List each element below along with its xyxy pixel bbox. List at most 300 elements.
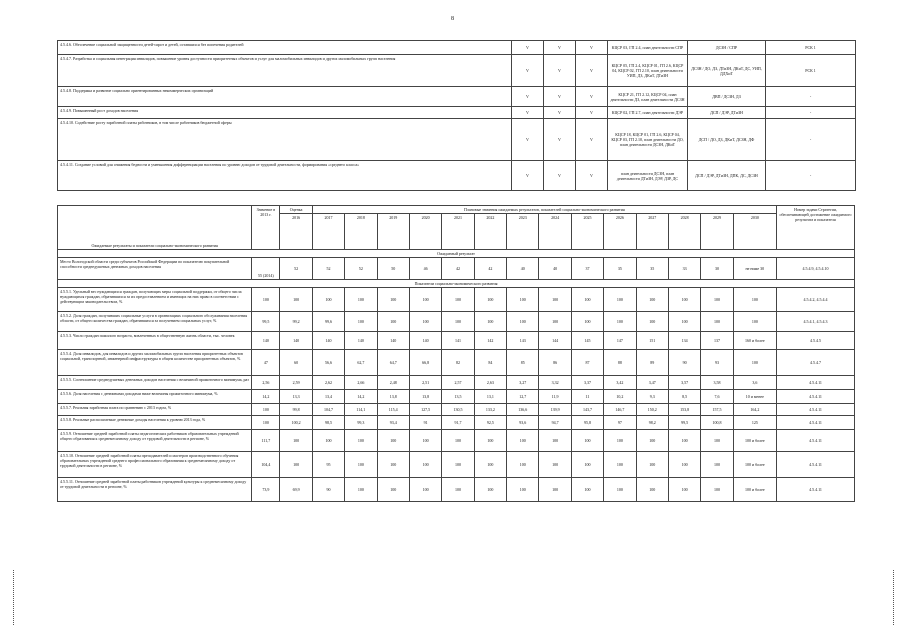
indicator-label: 4.5.5.4. Доля инвалидов, для инвалидов и других маломобильных групп населения приоритетных объектов социальной, транспортной, инженерной инфраструктуры в общем количестве приоритетных объектов, % <box>58 350 252 376</box>
base-value: 55 (2014) <box>252 258 280 280</box>
task-number: 4.5.4.11 <box>777 376 855 390</box>
year-value: 52 <box>345 258 377 280</box>
measure-text: 4.5.4.7. Разработка и социальная интеграция инвалидов, повышение уровня доступности приоритетных объектов и услуг для маломобильных инвалидов и других маломобильных групп населения <box>58 55 512 87</box>
task-number: 4.5.4.11 <box>777 416 855 430</box>
year-value: 100 <box>280 430 312 452</box>
year-value: 56,6 <box>312 350 344 376</box>
period-mark: V <box>544 119 576 161</box>
base-value: 47 <box>252 350 280 376</box>
base-value: 14,2 <box>252 390 280 404</box>
responsible: ДСП / ДО, ДЗ, ДКиТ, ДСЗН, ДФ <box>688 119 766 161</box>
year-value: 3,58 <box>701 376 733 390</box>
year-value: 13,4 <box>312 390 344 404</box>
indicator-label: Место Вологодской области среди субъектов Российской Федерации по показателю покупательной способности среднедушевых денежных доходов населения <box>58 258 252 280</box>
year-value: 100 <box>701 430 733 452</box>
year-value: 10 и менее <box>733 390 776 404</box>
year-value: 93 <box>701 350 733 376</box>
year-header: 2018 <box>345 214 377 250</box>
measure-row <box>58 107 856 119</box>
indicator-row <box>58 332 855 350</box>
year-value: 2,66 <box>345 376 377 390</box>
year-value: 89 <box>636 350 668 376</box>
measure-text: 4.5.4.8. Поддержка и развитие социально ориентированных некоммерческих организаций <box>58 87 512 107</box>
year-value: 2,59 <box>280 376 312 390</box>
funding-source: КЦСР 05, ГП 2.4, КЦСР 01, ГП 2.6, КЦСР 04, КЦСР 02, ГП 2.10, план деятельности УИП, ДЗ, ДКиТ, ДТиЗН <box>608 55 688 87</box>
year-value: 66,8 <box>409 350 441 376</box>
year-value: 133,2 <box>474 404 506 416</box>
year-value: 91,7 <box>442 416 474 430</box>
year-value: 141 <box>442 332 474 350</box>
year-value: 13,1 <box>474 390 506 404</box>
year-value: 100 <box>539 452 571 478</box>
year-value: 99,8 <box>280 404 312 416</box>
year-value: 94,7 <box>539 416 571 430</box>
year-value: 3,32 <box>539 376 571 390</box>
year-value: 145 <box>571 332 603 350</box>
period-mark: V <box>512 55 544 87</box>
year-value: 100 <box>733 350 776 376</box>
measure-text: 4.5.4.11. Создание условий для снижения бедности и уменьшения дифференциации населения по уровню доходов от трудовой деятельности, формирования «среднего класса» <box>58 161 512 191</box>
measure-row <box>58 119 856 161</box>
year-value: 100 и более <box>733 430 776 452</box>
year-value: не ниже 30 <box>733 258 776 280</box>
year-value: 100 <box>345 430 377 452</box>
indicator-label: 4.5.5.9. Отношение средней заработной платы педагогических работников образовательных учреждений общего образования к среднемесячному доходу от трудовой деятельности в регионе, % <box>58 430 252 452</box>
year-value: 100 <box>409 478 441 502</box>
year-value: 100 <box>668 288 700 312</box>
period-mark: V <box>576 119 608 161</box>
indicator-row <box>58 312 855 332</box>
year-value: 69,9 <box>280 478 312 502</box>
indicator-row <box>58 430 855 452</box>
year-value: 2,48 <box>377 376 409 390</box>
base-value: 104,4 <box>252 452 280 478</box>
year-value: 100 <box>345 452 377 478</box>
indicator-header: Ожидаемые результаты и показатели социально-экономического развития <box>58 206 252 250</box>
year-value: 100 <box>377 452 409 478</box>
year-value: 100 <box>571 452 603 478</box>
base-value: 100 <box>252 288 280 312</box>
year-value: 100 <box>474 312 506 332</box>
year-value: 3,37 <box>571 376 603 390</box>
year-value: 100 <box>474 478 506 502</box>
estimate-header: Оценка <box>280 206 312 214</box>
year-value: 114,1 <box>345 404 377 416</box>
year-header: 2016 <box>280 214 312 250</box>
year-value: 40 <box>507 258 539 280</box>
measure-row <box>58 87 856 107</box>
year-value: 136,6 <box>507 404 539 416</box>
measure-row <box>58 161 856 191</box>
year-value: 2,51 <box>409 376 441 390</box>
header-row-1 <box>58 206 855 214</box>
risk-code: - <box>766 87 856 107</box>
year-value: 157,5 <box>701 404 733 416</box>
base-value: 111,7 <box>252 430 280 452</box>
year-value: 2,63 <box>474 376 506 390</box>
year-value: 100 <box>442 430 474 452</box>
year-value: 140 <box>345 332 377 350</box>
year-value: 100 <box>474 452 506 478</box>
indicator-label: 4.5.5.1. Удельный вес нуждающихся граждан, получающих меры социальной поддержки, от общего числа нуждающихся граждан, обратившихся за их предоставлением и имеющих на них право в соответствии с действующим законодательством, % <box>58 288 252 312</box>
indicator-label: 4.5.5.2. Доля граждан, получивших социальные услуги в организациях социального обслуживания населения области, от общего количества граждан, обратившихся за получением социальных услуг, % <box>58 312 252 332</box>
year-value: 3,47 <box>636 376 668 390</box>
indicator-row <box>58 416 855 430</box>
year-value: 100,2 <box>280 416 312 430</box>
year-value: 100 <box>668 452 700 478</box>
year-value: 99,2 <box>280 312 312 332</box>
year-header: 2030 <box>733 214 776 250</box>
year-value: 100 <box>668 478 700 502</box>
year-value: 99,3 <box>345 416 377 430</box>
responsible: ДСП / ДЭР, ДТиЗН <box>688 107 766 119</box>
indicator-row <box>58 350 855 376</box>
year-value: 87 <box>571 350 603 376</box>
year-value: 13,8 <box>377 390 409 404</box>
year-value: 90 <box>312 478 344 502</box>
year-value: 150,2 <box>636 404 668 416</box>
period-mark: V <box>512 119 544 161</box>
year-value: 151 <box>636 332 668 350</box>
year-value: 100 <box>668 312 700 332</box>
year-value: 100 <box>474 288 506 312</box>
period-mark: V <box>576 87 608 107</box>
year-value: 130,5 <box>442 404 474 416</box>
year-value: 91 <box>409 416 441 430</box>
year-value: 127,5 <box>409 404 441 416</box>
year-value: 137 <box>701 332 733 350</box>
base-value: 99,5 <box>252 312 280 332</box>
period-mark: V <box>512 107 544 119</box>
year-value: 100 <box>442 452 474 478</box>
base-value: 100 <box>252 404 280 416</box>
year-value: 100 и более <box>733 452 776 478</box>
year-value: 100 <box>701 478 733 502</box>
year-value: 100 <box>507 288 539 312</box>
year-header: 2026 <box>604 214 636 250</box>
section-expected-row <box>58 250 855 258</box>
year-value: 95 <box>312 452 344 478</box>
indicator-row <box>58 404 855 416</box>
year-value: 100 <box>733 312 776 332</box>
year-header: 2017 <box>312 214 344 250</box>
year-value: 2,62 <box>312 376 344 390</box>
year-value: 100 <box>571 288 603 312</box>
year-value: 86 <box>539 350 571 376</box>
funding-source: план деятельности ДСЗН, план деятельности ДТиЗН, ДЭР, ДЗР, ДС <box>608 161 688 191</box>
year-value: 13,8 <box>409 390 441 404</box>
funding-source: КЦСР 02, ГП 2.7, план деятельности ДЭР <box>608 107 688 119</box>
year-header: 2028 <box>668 214 700 250</box>
indicator-label: 4.5.5.5. Соотношение среднедушевых денежных доходов населения с величиной прожиточного минимума, раз <box>58 376 252 390</box>
year-value: 100 <box>636 312 668 332</box>
right-margin-dots <box>893 570 896 625</box>
year-value: 3,27 <box>507 376 539 390</box>
year-value: 100 <box>636 288 668 312</box>
indicator-label: 4.5.5.3. Число граждан пожилого возраста, вовлеченных в общественную жизнь области, тыс. человек <box>58 332 252 350</box>
year-value: 42 <box>474 258 506 280</box>
year-value: 13,5 <box>442 390 474 404</box>
year-value: 100 <box>571 430 603 452</box>
task-number-header: Номер задачи Стратегии, обеспечивающей достижение ожидаемого результата и показателя <box>777 206 855 250</box>
indicator-row <box>58 452 855 478</box>
year-value: 100 <box>636 478 668 502</box>
year-value: 35 <box>604 258 636 280</box>
year-value: 100 <box>377 478 409 502</box>
year-value: 35 <box>636 258 668 280</box>
base-value-header: Значение в 2013 г. <box>252 206 280 250</box>
year-value: 9,3 <box>636 390 668 404</box>
year-value: 14,2 <box>345 390 377 404</box>
year-value: 100 <box>442 288 474 312</box>
year-header: 2024 <box>539 214 571 250</box>
measure-text: 4.5.4.9. Повышенный рост доходов населения <box>58 107 512 119</box>
funding-source: КЦСР 21, ГП 2.12, КЦСР 04, план деятельности ДЗ, план деятельности ДСЗН <box>608 87 688 107</box>
year-value: 139,9 <box>539 404 571 416</box>
year-value: 100 <box>604 452 636 478</box>
year-value: 88 <box>604 350 636 376</box>
year-value: 140 <box>312 332 344 350</box>
planned-header: Плановые значения ожидаемых результатов, показателей социально-экономического развития <box>312 206 776 214</box>
year-value: 99,6 <box>312 312 344 332</box>
period-mark: V <box>512 161 544 191</box>
year-value: 82 <box>442 350 474 376</box>
period-mark: V <box>512 41 544 55</box>
period-mark: V <box>576 107 608 119</box>
funding-source: КЦСР 18, КЦСР 01, ГП 2.6, КЦСР 04, КЦСР 03, ГП 2.10, план деятельности ДО, план деятельности ДСЗН, ДКиТ <box>608 119 688 161</box>
risk-code: - <box>766 119 856 161</box>
year-header: 2019 <box>377 214 409 250</box>
year-value: 85 <box>507 350 539 376</box>
year-value: 146,7 <box>604 404 636 416</box>
year-value: 100 <box>539 288 571 312</box>
year-value: 100 <box>409 452 441 478</box>
year-value: 140 <box>409 332 441 350</box>
indicator-row <box>58 258 855 280</box>
period-mark: V <box>576 161 608 191</box>
year-value: 160 и более <box>733 332 776 350</box>
year-value: 100 <box>701 452 733 478</box>
year-value: 100 <box>312 288 344 312</box>
task-number: 4.5.4.11 <box>777 390 855 404</box>
year-value: 98,5 <box>312 416 344 430</box>
page-number: 8 <box>451 16 454 22</box>
year-value: 10,2 <box>604 390 636 404</box>
task-number: 4.5.4.7 <box>777 350 855 376</box>
period-mark: V <box>544 55 576 87</box>
year-value: 143 <box>507 332 539 350</box>
year-value: 100 <box>507 478 539 502</box>
indicator-row <box>58 390 855 404</box>
year-value: 52 <box>280 258 312 280</box>
year-header: 2021 <box>442 214 474 250</box>
year-value: 100 <box>636 452 668 478</box>
year-header: 2023 <box>507 214 539 250</box>
year-header: 2027 <box>636 214 668 250</box>
indicator-row <box>58 376 855 390</box>
year-value: 100 <box>701 288 733 312</box>
year-value: 100 <box>280 288 312 312</box>
year-value: 125 <box>733 416 776 430</box>
responsible: ДСЗН / СПР <box>688 41 766 55</box>
year-value: 100 <box>636 430 668 452</box>
period-mark: V <box>576 55 608 87</box>
indicator-label: 4.5.5.6. Доля населения с денежными доходами ниже величины прожиточного минимума, % <box>58 390 252 404</box>
year-value: 104,7 <box>312 404 344 416</box>
year-value: 100 <box>442 478 474 502</box>
year-header: 2025 <box>571 214 603 250</box>
year-value: 3,42 <box>604 376 636 390</box>
indicator-label: 4.5.5.8. Реальные располагаемые денежные доходы населения к уровню 2013 года, % <box>58 416 252 430</box>
year-value: 11,9 <box>539 390 571 404</box>
year-value: 134 <box>668 332 700 350</box>
risk-code: - <box>766 161 856 191</box>
year-value: 100 <box>345 478 377 502</box>
task-number: 4.5.4.5 <box>777 332 855 350</box>
risk-code: РСК 1 <box>766 55 856 87</box>
year-value: 93,6 <box>507 416 539 430</box>
year-value: 100 <box>571 478 603 502</box>
year-value: 100 <box>571 312 603 332</box>
year-value: 142 <box>474 332 506 350</box>
task-number: 4.5.4.11 <box>777 452 855 478</box>
year-value: 143,7 <box>571 404 603 416</box>
year-value: 60 <box>280 350 312 376</box>
task-number: 4.5.4.2, 4.5.4.4 <box>777 288 855 312</box>
year-value: 100 <box>701 312 733 332</box>
base-value: 100 <box>252 416 280 430</box>
indicator-label: 4.5.5.10. Отношение средней заработной платы преподавателей и мастеров производственного обучения образовательных учреждений среднего профессионального образования к среднемесячному доходу от трудовой деятельности в регионе, % <box>58 452 252 478</box>
year-value: 100 <box>539 478 571 502</box>
year-value: 153,8 <box>668 404 700 416</box>
indicator-label: 4.5.5.7. Реальная заработная плата по сравнению с 2013 годом, % <box>58 404 252 416</box>
year-value: 100 <box>409 312 441 332</box>
year-value: 92,5 <box>474 416 506 430</box>
year-value: 100 <box>604 288 636 312</box>
funding-source: КЦСР 03, ГП 2.4, план деятельности СПР <box>608 41 688 55</box>
base-value: 73,9 <box>252 478 280 502</box>
year-value: 99,5 <box>668 416 700 430</box>
section-expected: Ожидаемый результат <box>58 250 855 258</box>
year-value: 100 <box>668 430 700 452</box>
base-value: 2,56 <box>252 376 280 390</box>
year-value: 37 <box>571 258 603 280</box>
task-number: 4.5.4.11 <box>777 404 855 416</box>
section-indicators: Показатели социально-экономического развития <box>58 280 855 288</box>
year-value: 100 <box>377 430 409 452</box>
year-value: 100 <box>345 288 377 312</box>
responsible: ДСЗН / ДО, ДЗ, ДТиЗН, ДКиТ, ДС, УИП, ДДХиТ <box>688 55 766 87</box>
year-value: 164,2 <box>733 404 776 416</box>
year-value: 100 <box>507 312 539 332</box>
task-number: 4.5.4.11 <box>777 478 855 502</box>
year-value: 42 <box>442 258 474 280</box>
year-value: 62,7 <box>345 350 377 376</box>
year-value: 100 <box>312 430 344 452</box>
year-value: 2,57 <box>442 376 474 390</box>
year-value: 95,8 <box>571 416 603 430</box>
period-mark: V <box>544 161 576 191</box>
year-value: 3,6 <box>733 376 776 390</box>
year-value: 100 <box>409 288 441 312</box>
year-value: 147 <box>604 332 636 350</box>
year-value: 90 <box>668 350 700 376</box>
base-value: 140 <box>252 332 280 350</box>
measure-row <box>58 41 856 55</box>
year-header: 2029 <box>701 214 733 250</box>
risk-code: РСК 1 <box>766 41 856 55</box>
measures-table <box>57 40 856 191</box>
year-value: 52 <box>312 258 344 280</box>
year-value: 11 <box>571 390 603 404</box>
year-header: 2020 <box>409 214 441 250</box>
task-number: 4.5.4.9, 4.5.4.10 <box>777 258 855 280</box>
measure-text: 4.5.4.6. Обеспечение социальной защищенности детей-сирот и детей, оставшихся без попечения родителей <box>58 41 512 55</box>
year-value: 100 и более <box>733 478 776 502</box>
year-value: 100 <box>733 288 776 312</box>
measure-row <box>58 55 856 87</box>
period-mark: V <box>576 41 608 55</box>
left-margin-dots <box>13 570 16 625</box>
year-value: 100 <box>345 312 377 332</box>
year-value: 50 <box>377 258 409 280</box>
year-value: 100 <box>604 312 636 332</box>
year-value: 12,7 <box>507 390 539 404</box>
year-value: 100,8 <box>701 416 733 430</box>
responsible: ДВП / ДСЗН, ДЗ <box>688 87 766 107</box>
year-header: 2022 <box>474 214 506 250</box>
year-value: 93,4 <box>377 416 409 430</box>
year-value: 100 <box>604 430 636 452</box>
year-value: 100 <box>507 452 539 478</box>
year-value: 144 <box>539 332 571 350</box>
year-value: 100 <box>474 430 506 452</box>
indicators-table <box>57 205 855 502</box>
year-value: 100 <box>442 312 474 332</box>
year-value: 33 <box>668 258 700 280</box>
year-value: 98,2 <box>636 416 668 430</box>
year-value: 46 <box>409 258 441 280</box>
year-value: 100 <box>377 312 409 332</box>
year-value: 100 <box>280 452 312 478</box>
year-value: 140 <box>377 332 409 350</box>
year-value: 100 <box>507 430 539 452</box>
task-number: 4.5.4.1, 4.5.4.3 <box>777 312 855 332</box>
year-value: 100 <box>604 478 636 502</box>
risk-code: - <box>766 107 856 119</box>
year-value: 64,7 <box>377 350 409 376</box>
year-value: 115,4 <box>377 404 409 416</box>
year-value: 140 <box>280 332 312 350</box>
year-value: 100 <box>377 288 409 312</box>
period-mark: V <box>544 107 576 119</box>
year-value: 40 <box>539 258 571 280</box>
year-value: 100 <box>409 430 441 452</box>
indicator-label: 4.5.5.11. Отношение средней заработной платы работников учреждений культуры к среднемесячному доходу от трудовой деятельности в регионе, % <box>58 478 252 502</box>
year-value: 97 <box>604 416 636 430</box>
section-indicators-row <box>58 280 855 288</box>
year-value: 13,3 <box>280 390 312 404</box>
measure-text: 4.5.4.10. Содействие росту заработной платы работников, в том числе работников бюджетной сферы <box>58 119 512 161</box>
period-mark: V <box>544 87 576 107</box>
year-value: 3,57 <box>668 376 700 390</box>
year-value: 100 <box>539 312 571 332</box>
period-mark: V <box>544 41 576 55</box>
year-value: 30 <box>701 258 733 280</box>
task-number: 4.5.4.11 <box>777 430 855 452</box>
indicator-row <box>58 288 855 312</box>
responsible: ДСП / ДЭР, ДТиЗН, ДПК, ДС, ДСЗН <box>688 161 766 191</box>
